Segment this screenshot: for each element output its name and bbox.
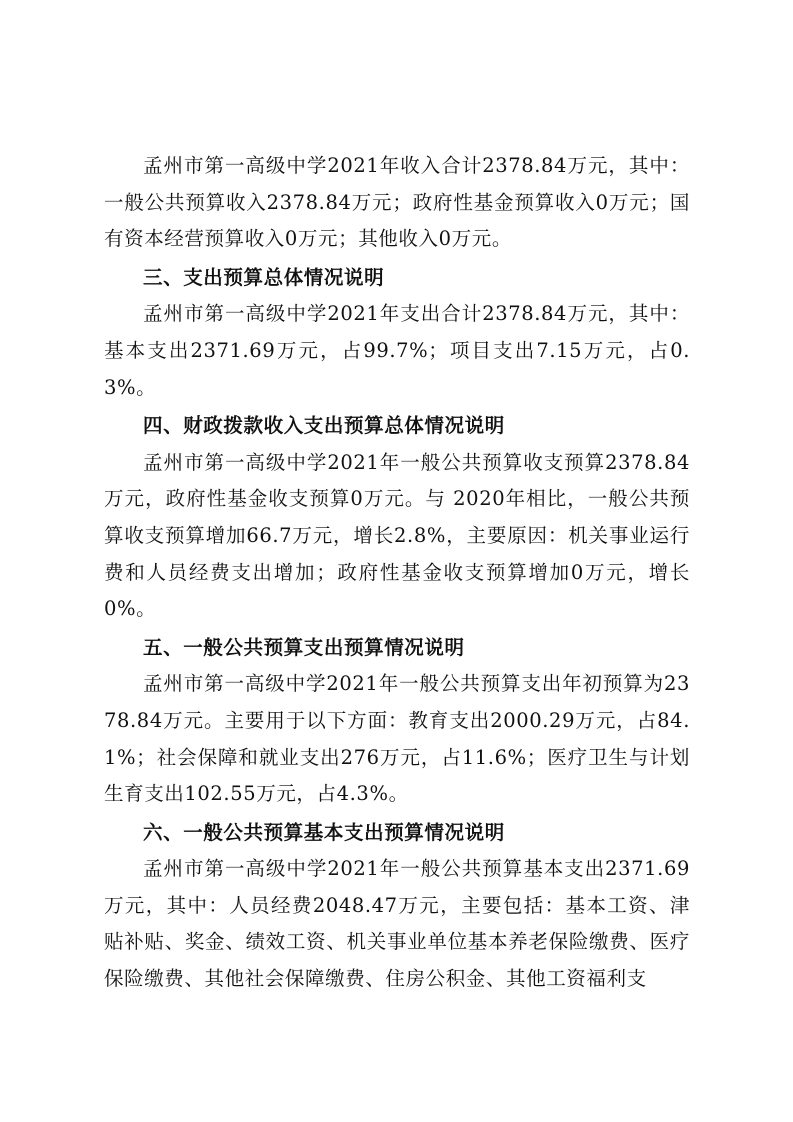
paragraph-basic-expenditure: 孟州市第一高级中学2021年一般公共预算基本支出2371.69万元，其中：人员经费2048.47万元，主要包括：基本工资、津贴补贴、奖金、绩效工资、机关事业单位基本养老保险缴费、医疗保险缴费、其他社会保障缴费、住房公积金、其他工资福利支 — [104, 857, 690, 991]
paragraph-fiscal-appropriation: 孟州市第一高级中学2021年一般公共预算收支预算2378.84万元，政府性基金收支预算0万元。与 2020年相比，一般公共预算收支预算增加66.7万元，增长2.8%，主要原因：机关事业运行费和人员经费支出增加；政府性基金收支预算增加0万元，增长0%。 — [104, 450, 690, 621]
heading-general-public-budget: 五、一般公共预算支出预算情况说明 — [143, 635, 465, 659]
heading-fiscal-appropriation: 四、财政拨款收入支出预算总体情况说明 — [143, 414, 505, 438]
paragraph-income-total: 孟州市第一高级中学2021年收入合计2378.84万元，其中：一般公共预算收入2378.84万元；政府性基金预算收入0万元；国有资本经营预算收入0万元；其他收入0万元。 — [104, 154, 690, 251]
heading-basic-expenditure: 六、一般公共预算基本支出预算情况说明 — [143, 820, 505, 844]
paragraph-expenditure-total: 孟州市第一高级中学2021年支出合计2378.84万元，其中：基本支出2371.69万元，占99.7%；项目支出7.15万元，占0.3%。 — [104, 302, 690, 399]
paragraph-general-public-budget: 孟州市第一高级中学2021年一般公共预算支出年初预算为2378.84万元。主要用于以下方面：教育支出2000.29万元，占84.1%；社会保障和就业支出276万元，占11.6%；医疗卫生与计划生育支出102.55万元，占4.3%。 — [104, 672, 690, 806]
heading-expenditure-overview: 三、支出预算总体情况说明 — [143, 265, 385, 289]
document-body — [104, 148, 690, 998]
